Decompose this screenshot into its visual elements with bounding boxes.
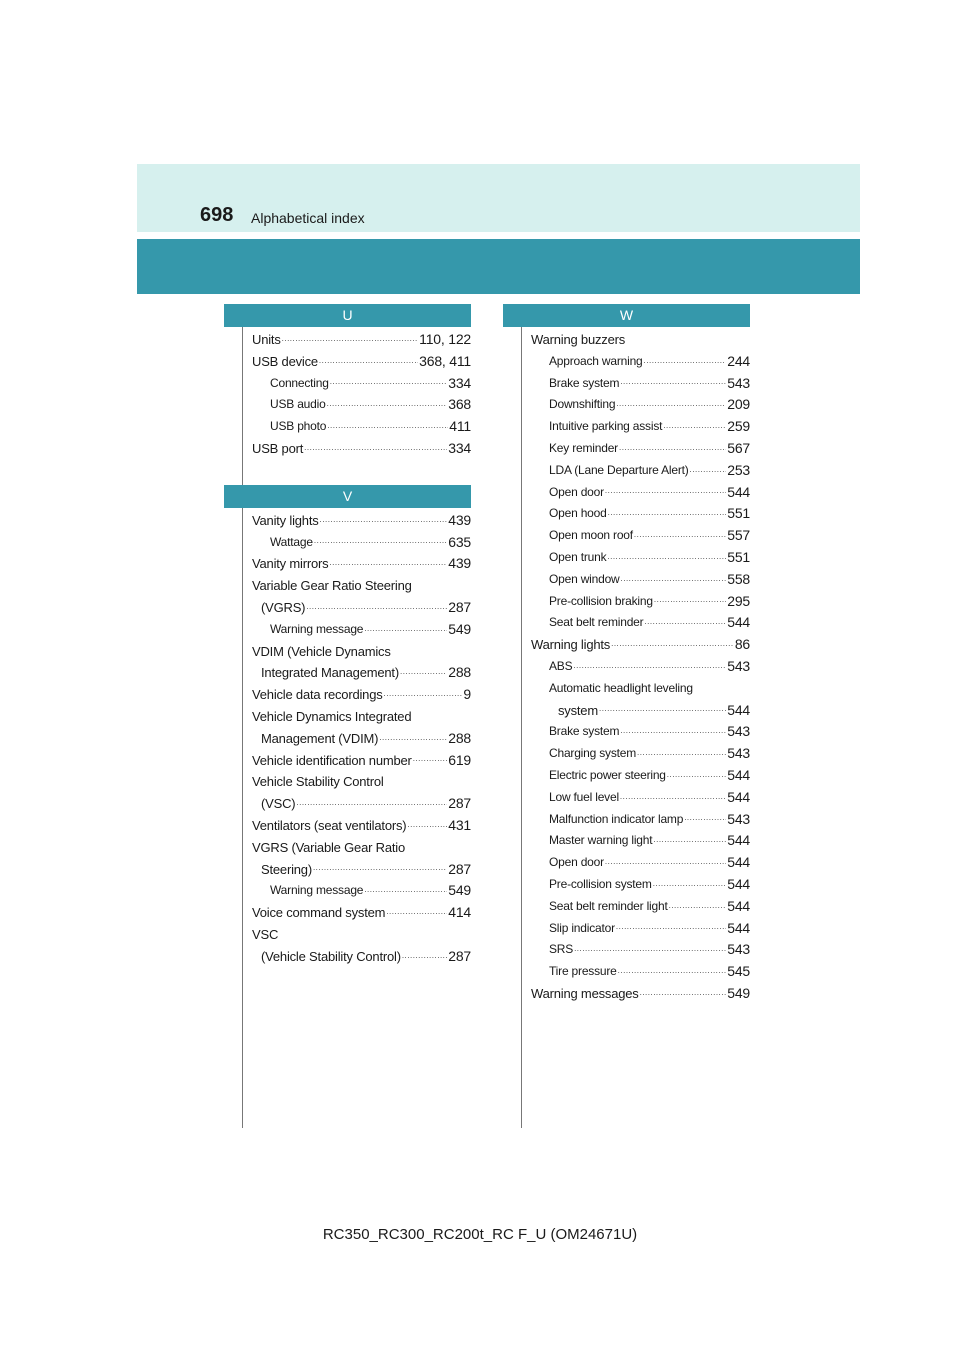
index-entry xyxy=(531,503,750,525)
index-entry xyxy=(252,815,471,837)
index-entry-text: Slip indicator xyxy=(549,920,615,935)
index-entry xyxy=(252,750,471,772)
index-entry-page: 557 xyxy=(727,527,750,544)
dot-leader xyxy=(384,687,463,701)
index-entry-text: VDIM (Vehicle Dynamics xyxy=(252,643,391,659)
index-entry xyxy=(531,416,750,438)
dot-leader xyxy=(644,615,726,629)
index-entry xyxy=(252,394,471,416)
index-entry-text: (VGRS) xyxy=(261,599,306,615)
index-entry xyxy=(531,547,750,569)
index-entry-text: LDA (Lane Departure Alert) xyxy=(549,462,689,477)
index-entry-text: Vehicle Dynamics Integrated xyxy=(252,708,412,724)
dot-leader xyxy=(407,818,447,832)
page-title: Alphabetical index xyxy=(251,210,365,226)
index-entry-text: Vehicle identification number xyxy=(252,752,412,768)
index-entry-text: Open door xyxy=(549,855,604,870)
index-entry xyxy=(531,830,750,852)
dot-leader xyxy=(663,419,726,433)
index-entry-text: Intuitive parking assist xyxy=(549,419,663,434)
index-entry-text: Connecting xyxy=(270,375,329,390)
index-entry-page: 288 xyxy=(448,664,471,681)
index-entry xyxy=(531,721,750,743)
index-entry-page: 287 xyxy=(448,795,471,812)
dot-leader xyxy=(634,528,726,542)
dot-leader xyxy=(402,949,447,963)
index-entry xyxy=(252,706,471,728)
index-entry-page: 334 xyxy=(448,439,471,456)
dot-leader xyxy=(400,665,447,679)
index-entry-text: Warning lights xyxy=(531,637,611,653)
index-entry-page: 549 xyxy=(727,984,750,1001)
index-entry-text: Seat belt reminder light xyxy=(549,898,668,913)
index-entry-page: 287 xyxy=(448,947,471,964)
dot-leader xyxy=(620,790,726,804)
dot-leader xyxy=(379,731,447,745)
dot-leader xyxy=(669,899,727,913)
index-entry-page: 619 xyxy=(448,751,471,768)
index-entry-page: 253 xyxy=(727,461,750,478)
index-entry-page: 287 xyxy=(448,860,471,877)
dot-leader xyxy=(616,397,726,411)
dot-leader xyxy=(364,883,447,897)
dot-leader xyxy=(327,419,448,433)
dot-leader xyxy=(327,397,448,411)
index-entry-page: 288 xyxy=(448,729,471,746)
index-entry xyxy=(252,662,471,684)
index-entry xyxy=(531,634,750,656)
dot-leader xyxy=(653,833,726,847)
header-accent-band xyxy=(137,239,860,294)
index-entry xyxy=(252,946,471,968)
dot-leader xyxy=(364,622,447,636)
index-entry-text: Warning messages xyxy=(531,985,639,1001)
index-entry-page: 544 xyxy=(727,614,750,631)
dot-leader xyxy=(620,724,726,738)
index-entry-text: Tire pressure xyxy=(549,964,617,979)
index-entry-text: USB photo xyxy=(270,419,327,434)
index-entry-page: 9 xyxy=(463,686,471,703)
index-entry-page: 549 xyxy=(448,620,471,637)
index-entry xyxy=(252,532,471,554)
index-entry-text: SRS xyxy=(549,942,574,957)
index-entry-text: Ventilators (seat ventilators) xyxy=(252,817,407,833)
index-entry-text: Electric power steering xyxy=(549,767,666,782)
index-entry-text: Seat belt reminder xyxy=(549,615,644,630)
section-header-u: U xyxy=(224,304,471,327)
index-entry-text: Open moon roof xyxy=(549,528,633,543)
dot-leader xyxy=(282,332,419,346)
index-entry-page: 567 xyxy=(727,439,750,456)
index-entry-page: 368, 411 xyxy=(419,352,471,369)
index-entry xyxy=(531,612,750,634)
section-u-entries xyxy=(252,327,471,460)
dot-leader xyxy=(644,354,727,368)
dot-leader xyxy=(304,441,447,455)
index-entry xyxy=(252,438,471,460)
index-entry xyxy=(531,896,750,918)
index-entry-text: Pre-collision braking xyxy=(549,593,653,608)
page-number: 698 xyxy=(200,204,234,226)
index-entry-text: Warning message xyxy=(270,883,364,898)
index-entry-page: 544 xyxy=(727,854,750,871)
index-entry xyxy=(531,678,750,700)
index-entry-text: Vehicle data recordings xyxy=(252,687,383,703)
index-entry-page: 439 xyxy=(448,555,471,572)
index-entry xyxy=(252,837,471,859)
index-entry-text: Approach warning xyxy=(549,353,643,368)
index-entry-text: Brake system xyxy=(549,724,620,739)
index-entry xyxy=(252,880,471,902)
index-entry xyxy=(252,373,471,395)
index-entry xyxy=(531,460,750,482)
index-entry-page: 334 xyxy=(448,374,471,391)
index-entry-text: VGRS (Variable Gear Ratio xyxy=(252,839,405,855)
index-column-left xyxy=(252,304,471,968)
dot-leader xyxy=(319,354,418,368)
index-entry xyxy=(531,939,750,961)
index-entry-text: Warning message xyxy=(270,621,364,636)
index-entry-text: Open door xyxy=(549,484,604,499)
index-entry xyxy=(252,416,471,438)
index-entry xyxy=(252,510,471,532)
index-entry-text: Open window xyxy=(549,571,620,586)
index-entry-page: 544 xyxy=(727,701,750,718)
index-entry xyxy=(252,351,471,373)
index-entry xyxy=(531,394,750,416)
index-entry-page: 431 xyxy=(448,816,471,833)
dot-leader xyxy=(574,942,726,956)
dot-leader xyxy=(654,593,726,607)
index-entry-text: Brake system xyxy=(549,375,620,390)
index-entry xyxy=(531,852,750,874)
index-entry xyxy=(252,924,471,946)
index-entry-page: 86 xyxy=(734,636,750,653)
index-entry xyxy=(252,728,471,750)
index-entry-text: Warning buzzers xyxy=(531,332,626,347)
header-top-band xyxy=(137,164,860,232)
dot-leader xyxy=(320,513,448,527)
dot-leader xyxy=(611,637,734,651)
index-entry-page: 558 xyxy=(727,570,750,587)
index-entry xyxy=(531,482,750,504)
index-entry xyxy=(252,684,471,706)
dot-leader xyxy=(386,905,447,919)
dot-leader xyxy=(329,556,447,570)
dot-leader xyxy=(608,506,727,520)
index-entry-page: 551 xyxy=(727,505,750,522)
dot-leader xyxy=(605,855,726,869)
dot-leader xyxy=(620,375,726,389)
index-entry-text: Vanity mirrors xyxy=(252,556,329,572)
index-entry-text: Automatic headlight leveling xyxy=(549,680,693,695)
dot-leader xyxy=(413,752,448,766)
index-entry-page: 544 xyxy=(727,897,750,914)
index-entry xyxy=(531,373,750,395)
dot-leader xyxy=(330,375,448,389)
index-entry-page: 543 xyxy=(727,374,750,391)
index-entry xyxy=(531,656,750,678)
index-entry-text: USB port xyxy=(252,440,304,456)
index-entry-text: (VSC) xyxy=(261,796,296,812)
index-entry-text: USB device xyxy=(252,353,318,369)
index-entry-text: (Vehicle Stability Control) xyxy=(261,948,401,964)
footer-model-code: RC350_RC300_RC200t_RC F_U (OM24671U) xyxy=(322,1226,638,1243)
section-w-entries xyxy=(531,327,750,1005)
dot-leader xyxy=(684,811,726,825)
index-entry-text: Low fuel level xyxy=(549,789,619,804)
index-entry-page: 544 xyxy=(727,875,750,892)
dot-leader xyxy=(618,964,727,978)
index-entry-text: Integrated Management) xyxy=(261,665,399,681)
index-entry-page: 549 xyxy=(448,882,471,899)
dot-leader xyxy=(573,659,726,673)
dot-leader xyxy=(314,534,447,548)
index-entry xyxy=(531,569,750,591)
index-entry-text: Malfunction indicator lamp xyxy=(549,811,684,826)
index-entry xyxy=(531,591,750,613)
index-entry-text: Wattage xyxy=(270,534,313,549)
index-entry-text: Vanity lights xyxy=(252,512,319,528)
left-column-rule xyxy=(242,304,243,1128)
dot-leader xyxy=(619,441,726,455)
section-header-v: V xyxy=(224,485,471,508)
index-entry xyxy=(531,329,750,351)
index-entry-text: Open hood xyxy=(549,506,607,521)
dot-leader xyxy=(690,463,727,477)
index-entry xyxy=(531,961,750,983)
index-entry-page: 544 xyxy=(727,788,750,805)
index-entry-text: Charging system xyxy=(549,746,637,761)
index-entry-page: 259 xyxy=(727,418,750,435)
index-entry xyxy=(252,553,471,575)
index-entry xyxy=(252,641,471,663)
index-entry-text: Variable Gear Ratio Steering xyxy=(252,578,412,594)
dot-leader xyxy=(313,861,447,875)
index-entry-page: 543 xyxy=(727,941,750,958)
index-entry xyxy=(531,809,750,831)
index-entry-page: 543 xyxy=(727,745,750,762)
index-entry-page: 551 xyxy=(727,548,750,565)
dot-leader xyxy=(306,600,447,614)
index-entry-page: 414 xyxy=(448,904,471,921)
index-entry-page: 545 xyxy=(727,963,750,980)
dot-leader xyxy=(599,702,726,716)
index-entry-page: 635 xyxy=(448,533,471,550)
index-entry-page: 287 xyxy=(448,598,471,615)
dot-leader xyxy=(616,920,726,934)
index-entry-text: VSC xyxy=(252,926,279,942)
index-entry-page: 544 xyxy=(727,766,750,783)
index-entry-page: 110, 122 xyxy=(419,331,471,347)
index-entry xyxy=(252,902,471,924)
index-entry-page: 543 xyxy=(727,657,750,674)
index-entry-text: Vehicle Stability Control xyxy=(252,774,384,790)
index-entry-text: Master warning light xyxy=(549,833,653,848)
index-entry-page: 543 xyxy=(727,723,750,740)
index-entry-text: Key reminder xyxy=(549,440,618,455)
index-entry-text: Units xyxy=(252,332,281,347)
index-entry-page: 544 xyxy=(727,483,750,500)
index-entry-text: Management (VDIM) xyxy=(261,730,379,746)
index-entry-text: USB audio xyxy=(270,397,326,412)
index-entry xyxy=(531,525,750,547)
index-entry-page: 544 xyxy=(727,832,750,849)
index-entry-page: 295 xyxy=(727,592,750,609)
section-v-entries xyxy=(252,508,471,968)
dot-leader xyxy=(605,484,726,498)
index-entry-page: 209 xyxy=(727,396,750,413)
dot-leader xyxy=(637,746,726,760)
index-entry xyxy=(252,771,471,793)
index-entry xyxy=(252,329,471,351)
index-entry-page: 439 xyxy=(448,511,471,528)
index-entry xyxy=(531,351,750,373)
index-entry xyxy=(252,575,471,597)
index-entry-page: 543 xyxy=(727,810,750,827)
dot-leader xyxy=(607,550,726,564)
dot-leader xyxy=(296,796,447,810)
dot-leader xyxy=(621,572,727,586)
index-entry xyxy=(531,700,750,722)
index-entry xyxy=(531,765,750,787)
index-entry xyxy=(252,597,471,619)
dot-leader xyxy=(653,877,727,891)
index-entry-text: Open trunk xyxy=(549,549,607,564)
index-entry-text: ABS xyxy=(549,658,573,673)
index-entry xyxy=(531,438,750,460)
index-entry-text: system xyxy=(558,702,598,718)
index-entry-page: 411 xyxy=(449,418,471,435)
dot-leader xyxy=(667,768,726,782)
index-entry-page: 368 xyxy=(448,396,471,413)
index-column-right xyxy=(531,304,750,1005)
index-entry-text: Voice command system xyxy=(252,905,386,921)
index-entry-text: Pre-collision system xyxy=(549,876,652,891)
index-entry xyxy=(252,793,471,815)
section-header-w: W xyxy=(503,304,750,327)
right-column-rule xyxy=(521,304,522,1128)
index-entry xyxy=(252,859,471,881)
index-entry xyxy=(252,619,471,641)
index-entry xyxy=(531,787,750,809)
index-entry xyxy=(531,918,750,940)
index-entry-text: Downshifting xyxy=(549,397,616,412)
index-entry-text: Steering) xyxy=(261,861,312,877)
index-entry xyxy=(531,743,750,765)
dot-leader xyxy=(640,986,727,1000)
index-entry-page: 244 xyxy=(727,352,750,369)
index-entry xyxy=(531,983,750,1005)
index-entry-page: 544 xyxy=(727,919,750,936)
index-entry xyxy=(531,874,750,896)
